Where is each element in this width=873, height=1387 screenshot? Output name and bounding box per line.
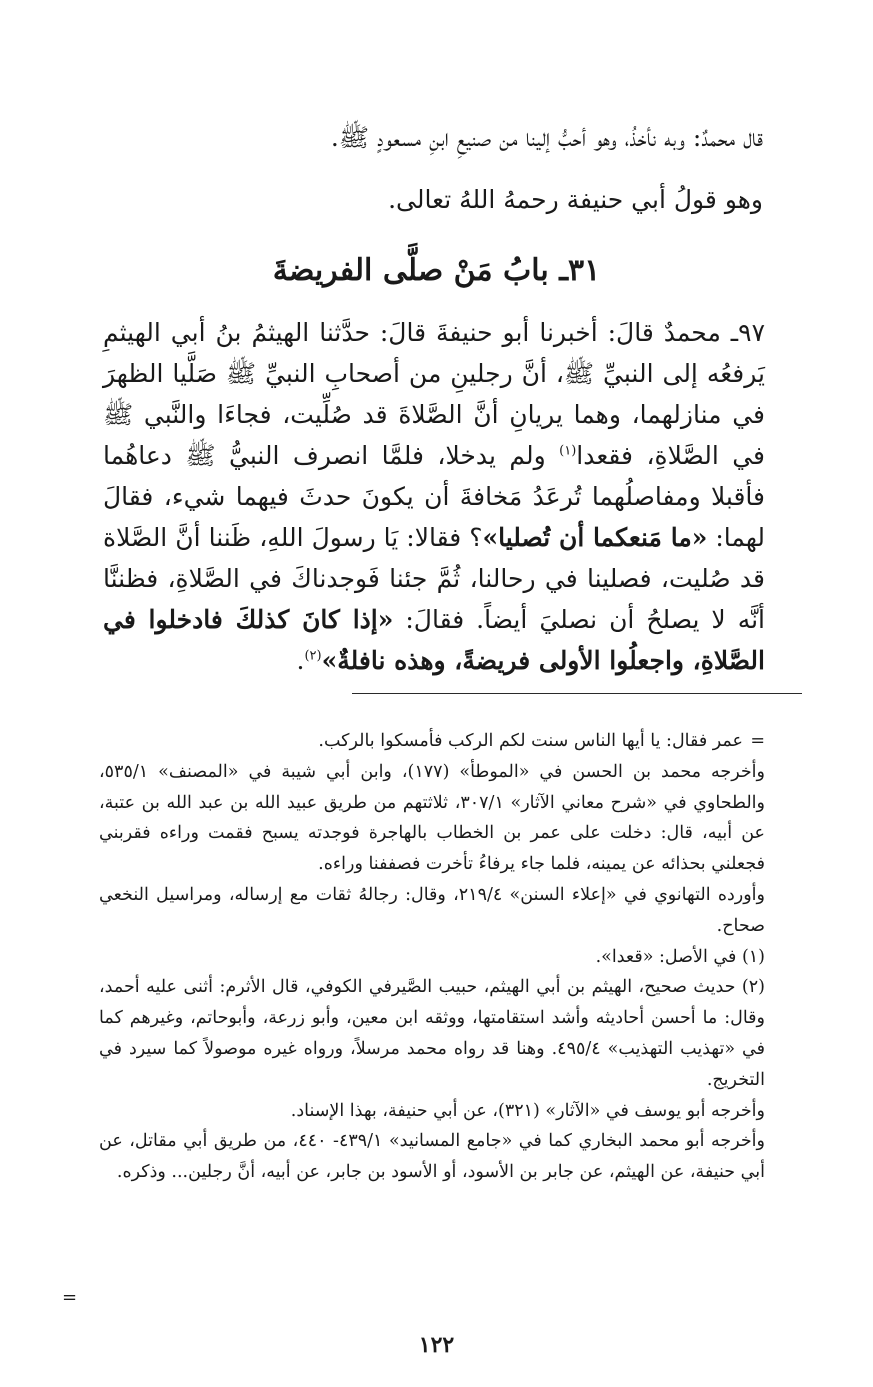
footnote-para-b: وأورده التهانوي في «إعلاء السنن» ٢١٩/٤، وقال: رجالهُ ثقات مع إرساله، ومراسيل النخعي صحاح. xyxy=(99,884,765,936)
footnote-1-marker: (١) xyxy=(741,946,765,967)
page-number: ١٢٢ xyxy=(418,1332,455,1358)
footnote-ref-1[interactable]: (١) xyxy=(559,443,577,459)
continuation-end-marker: = xyxy=(62,1287,78,1308)
chapter-title: ٣١ـ بابُ مَنْ صلَّى الفريضةَ xyxy=(272,253,601,288)
footnote-2 xyxy=(99,972,765,1095)
intro-line-1: قال محمدٌ: وبه نأخذُ، وهو أحبُّ إلينا من صنيعِ ابنِ مسعودٍ ﷺ. xyxy=(330,123,763,152)
footnotes-section xyxy=(99,726,765,1188)
footnote-1 xyxy=(99,942,765,973)
hadith-answer: «إذا كانَ كذلكَ فادخلوا في الصَّلاةِ، واجعلُوا الأولى فريضةً، وهذه نافلةٌ» xyxy=(103,605,765,675)
footnote-2-text: حديث صحيح، الهيثم بن أبي الهيثم، حبيب الصَّيرفي الكوفي، قال الأثرم: أثنى عليه أحمد، وقال: ما أحسن أحاديثه وأشد استقامتها، ووثقه ابن معين، وأبو زرعة، وأبوحاتم، وغيرهم كما في «تهذيب التهذيب» ٤٩٥/٤. وهنا قد رواه محمد مرسلاً، ورواه غيره موصولاً كما سيرد في التخريج. xyxy=(99,977,765,1090)
footnote-2-para-c: وأخرجه أبو محمد البخاري كما في «جامع المسانيد» ٤٣٩/١- ٤٤٠، من طريق أبي مقاتل، عن أبي حنيفة، عن الهيثم، عن جابر بن الأسود، أو الأسود بن جابر، عن أبيه، أنَّ رجلين... وذكره. xyxy=(99,1131,765,1183)
intro-line-2: وهو قولُ أبي حنيفة رحمهُ اللهُ تعالى. xyxy=(388,185,763,214)
footnote-2-marker: (٢) xyxy=(741,977,765,998)
hadith-ending: . xyxy=(296,646,305,675)
hadith-question: «ما مَنعكما أن تُصليا» xyxy=(482,523,708,552)
hadith-text-after-question: ؟ فقالا: يَا رسولَ اللهِ، ظَننا أنَّ الصَّلاة قد صُليت، فصلينا في رحالنا، ثُمَّ جئنا فَوجدناكَ في الصَّلاةِ، فظننَّا أنَّه لا يصلحُ أن نصليَ أيضاً. فقالَ: xyxy=(103,523,765,634)
footnote-para-a: وأخرجه محمد بن الحسن في «الموطأ» (١٧٧)، وابن أبي شيبة في «المصنف» ٥٣٥/١، والطحاوي في «شرح معاني الآثار» ٣٠٧/١، ثلاثتهم من طريق عبيد الله بن عبد الله بن عتبة، عن أبيه، قال: دخلت على عمر بن الخطاب بالهاجرة فوجدته يسبح فقمت وراءه فقربني فجعلني بحذائه عن يمينه، فلما جاء يرفاءُ تأخرت فصففنا وراءه. xyxy=(99,761,765,875)
footnote-1-text: في الأصل: «قعدا». xyxy=(595,946,737,967)
footnote-divider xyxy=(352,693,802,694)
footnote-continuation xyxy=(99,726,765,757)
hadith-paragraph xyxy=(103,312,765,681)
hadith-text-mid: ولم يدخلا، فلمَّا انصرف النبيُّ ﷺ دعاهُما فأقبلا ومفاصلُهما تُرعَدُ مَخافةَ أن يكونَ حدثَ فيهما شيء، فقالَ لهما: xyxy=(103,441,765,552)
footnote-ref-2[interactable]: (٢) xyxy=(304,648,322,664)
hadith-text-before: ٩٧ـ محمدٌ قالَ: أخبرنا أبو حنيفةَ قالَ: حدَّثنا الهيثمُ بنُ أبي الهيثمِ يَرفعُه إلى النبيِّ ﷺ، أنَّ رجلينِ من أصحابِ النبيِّ ﷺ صَلَّيا الظهرَ في منازلهما، وهما يريانِ أنَّ الصَّلاةَ قد صُلِّيت، فجاءَا والنَّبي ﷺ في الصَّلاةِ، فقعدا xyxy=(103,318,766,470)
footnote-2-para-b: وأخرجه أبو يوسف في «الآثار» (٣٢١)، عن أبي حنيفة، بهذا الإسناد. xyxy=(290,1100,765,1121)
continuation-marker: = xyxy=(750,731,765,751)
continuation-text: عمر فقال: يا أيها الناس سنت لكم الركب فأمسكوا بالركب. xyxy=(318,731,743,751)
